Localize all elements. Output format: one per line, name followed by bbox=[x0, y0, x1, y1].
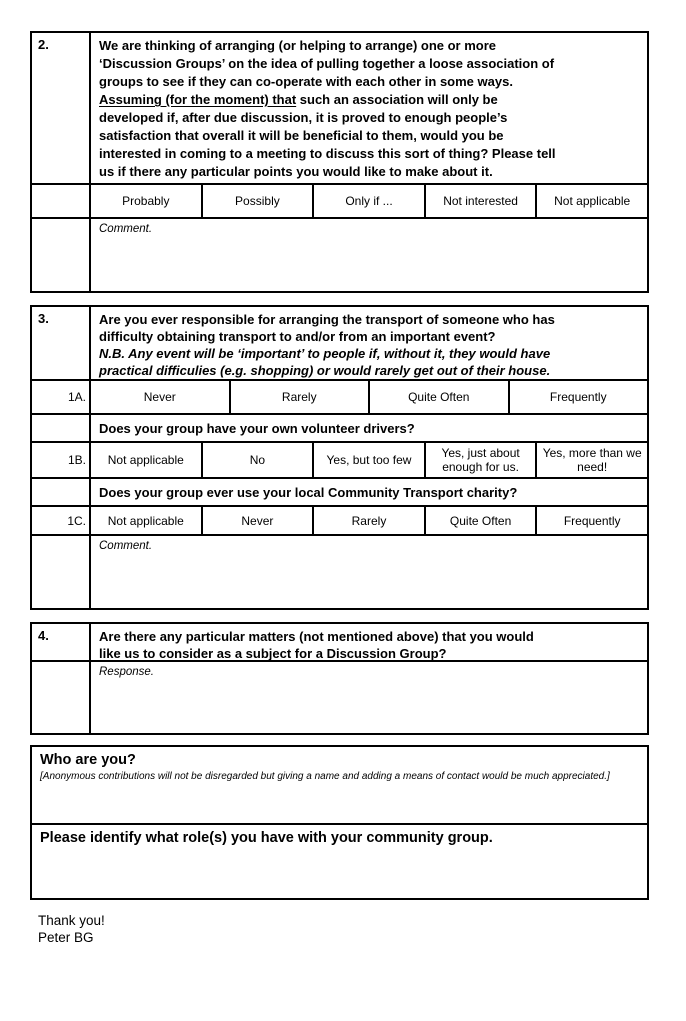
q3-1c-option-rarely[interactable]: Rarely bbox=[312, 507, 424, 534]
question-3-table bbox=[30, 305, 649, 610]
question-3-note-line: practical difficulies (e.g. shopping) or would rarely get out of their house. bbox=[99, 363, 551, 378]
role-box bbox=[30, 823, 649, 900]
question-2-number: 2. bbox=[38, 37, 49, 52]
role-write-area[interactable] bbox=[40, 847, 639, 894]
question-4-number: 4. bbox=[38, 628, 49, 643]
q3-1b-option-too-few[interactable]: Yes, but too few bbox=[312, 443, 424, 477]
q3-1a-option-quite-often[interactable]: Quite Often bbox=[368, 381, 508, 413]
question-2-line-rest: such an association will only be bbox=[296, 92, 498, 107]
who-are-you-write-area[interactable] bbox=[40, 783, 639, 819]
question-2-comment-row bbox=[32, 217, 647, 291]
q3-1b-option-not-applicable[interactable]: Not applicable bbox=[89, 443, 201, 477]
signature-text: Peter BG bbox=[38, 929, 94, 945]
q3-1b-option-more-than-need[interactable]: Yes, more than we need! bbox=[535, 443, 647, 477]
who-are-you-note: [Anonymous contributions will not be disregarded but giving a name and adding a means of contact would be much appreciated.] bbox=[40, 771, 610, 782]
empty-number-cell bbox=[32, 415, 89, 441]
question-2-line: developed if, after due discussion, it is proved to enough people’s bbox=[99, 110, 508, 125]
q3-1a-option-never[interactable]: Never bbox=[89, 381, 229, 413]
question-2-line: us if there any particular points you would like to make about it. bbox=[99, 164, 493, 179]
question-2-options-row bbox=[32, 183, 647, 217]
question-2-text bbox=[89, 33, 647, 183]
empty-number-cell bbox=[32, 662, 89, 733]
row-1a-label: 1A. bbox=[67, 390, 86, 404]
subquestion-1c-text: Does your group ever use your local Community Transport charity? bbox=[89, 479, 647, 505]
who-are-you-box bbox=[30, 745, 649, 825]
q3-1c-option-frequently[interactable]: Frequently bbox=[535, 507, 647, 534]
q3-1b-option-just-enough[interactable]: Yes, just about enough for us. bbox=[424, 443, 536, 477]
row-1a bbox=[32, 379, 647, 413]
q3-comment-area[interactable] bbox=[89, 536, 647, 608]
row-1c-label: 1C. bbox=[67, 513, 86, 528]
question-4-line: Are there any particular matters (not mentioned above) that you would bbox=[99, 629, 534, 644]
question-3-row bbox=[32, 307, 647, 379]
question-2-row bbox=[32, 33, 647, 183]
question-2-line bbox=[99, 91, 647, 109]
q3-1c-option-never[interactable]: Never bbox=[201, 507, 313, 534]
question-3-comment-row bbox=[32, 534, 647, 608]
q2-option-not-interested[interactable]: Not interested bbox=[424, 185, 536, 217]
question-2-line: ‘Discussion Groups’ on the idea of pulling together a loose association of bbox=[99, 56, 555, 71]
comment-label: Comment. bbox=[99, 223, 153, 235]
question-2-line: satisfaction that overall it will be beneficial to them, would you be bbox=[99, 128, 504, 143]
q3-1b-option-no[interactable]: No bbox=[201, 443, 313, 477]
empty-number-cell bbox=[32, 185, 89, 217]
q2-comment-area[interactable] bbox=[89, 219, 647, 291]
question-4-row bbox=[32, 624, 647, 660]
question-4-response-row bbox=[32, 660, 647, 733]
who-are-you-title: Who are you? bbox=[40, 752, 136, 768]
comment-label: Comment. bbox=[99, 540, 153, 552]
row-1c bbox=[32, 505, 647, 534]
question-3-text bbox=[89, 307, 647, 379]
q2-option-not-applicable[interactable]: Not applicable bbox=[535, 185, 647, 217]
subquestion-1b-text: Does your group have your own volunteer drivers? bbox=[89, 415, 647, 441]
question-4-text bbox=[89, 624, 647, 660]
q2-option-only-if[interactable]: Only if ... bbox=[312, 185, 424, 217]
closing-block bbox=[38, 913, 105, 946]
question-3-line: Are you ever responsible for arranging the transport of someone who has bbox=[99, 312, 555, 327]
q2-option-possibly[interactable]: Possibly bbox=[201, 185, 313, 217]
empty-number-cell bbox=[32, 479, 89, 505]
question-3-line: difficulty obtaining transport to and/or from an important event? bbox=[99, 329, 496, 344]
row-1b bbox=[32, 441, 647, 477]
question-4-table bbox=[30, 622, 649, 735]
subquestion-1b-row bbox=[32, 413, 647, 441]
q4-response-area[interactable] bbox=[89, 662, 647, 733]
row-1b-label: 1B. bbox=[67, 453, 86, 467]
question-2-line: We are thinking of arranging (or helping to arrange) one or more bbox=[99, 38, 497, 53]
q2-option-probably[interactable]: Probably bbox=[89, 185, 201, 217]
response-label: Response. bbox=[99, 666, 154, 678]
q3-1c-option-quite-often[interactable]: Quite Often bbox=[424, 507, 536, 534]
role-title: Please identify what role(s) you have with your community group. bbox=[40, 830, 493, 846]
question-3-number: 3. bbox=[38, 311, 49, 326]
empty-number-cell bbox=[32, 536, 89, 608]
question-3-note-line: N.B. Any event will be ‘important’ to people if, without it, they would have bbox=[99, 346, 551, 361]
question-4-line: like us to consider as a subject for a Discussion Group? bbox=[99, 646, 447, 660]
question-2-line: interested in coming to a meeting to discuss this sort of thing? Please tell bbox=[99, 146, 556, 161]
q3-1a-option-frequently[interactable]: Frequently bbox=[508, 381, 648, 413]
thank-you-text: Thank you! bbox=[38, 913, 105, 928]
subquestion-1c-row bbox=[32, 477, 647, 505]
q3-1a-option-rarely[interactable]: Rarely bbox=[229, 381, 369, 413]
empty-number-cell bbox=[32, 219, 89, 291]
q3-1c-option-not-applicable[interactable]: Not applicable bbox=[89, 507, 201, 534]
question-2-table bbox=[30, 31, 649, 293]
underlined-phrase: Assuming (for the moment) that bbox=[99, 92, 297, 107]
question-2-line: groups to see if they can co-operate with each other in some ways. bbox=[99, 74, 513, 89]
